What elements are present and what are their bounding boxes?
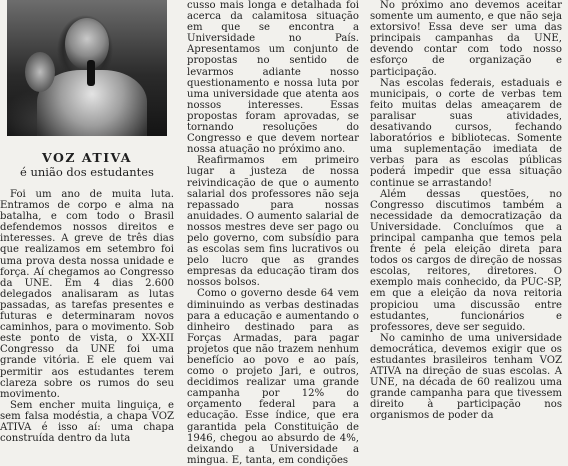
paragraph: Nas escolas federais, estaduais e municipais, o corte de verbas tem feito muitas delas ameaçarem de paralisar suas atividades, desativando cursos, fechando laboratórios e bibliotecas. Somente uma suplementação imediata de verbas para as escolas públicas poderá impedir que essa situação continue se arrastando! [370, 77, 562, 189]
paragraph: No caminho de uma universidade democrática, devemos exigir que os estudantes brasileiros tenham VOZ ATIVA na direção de suas escolas. A UNE, na década de 60 realizou uma grande campanha para que tivessem direito à participação nos organismos de poder da [370, 332, 562, 422]
paragraph: Foi um ano de muita luta. Entramos de corpo e alma na batalha, e com todo o Brasil defendemos nossos direitos e interesses. A greve de três dias que realizamos em setembro foi uma prova desta nossa unidade e força. Aí chegamos ao Congresso da UNE. Em 4 dias 2.600 delegados analisaram as lutas passadas, as tarefas presentes e futuras e determinaram novos caminhos, para o movimento. Sob este ponto de vista, o XX-XII Congresso da UNE foi uma grande vitória. E ele quem vai permitir aos estudantes terem clareza sobre os rumos do seu movimento. [0, 189, 174, 400]
article-subheadline: é união dos estudantes [20, 165, 154, 179]
paragraph: No próximo ano devemos aceitar somente um aumento, e que não seja extorsivo! Essa deve ser uma das principais campanhas da UNE, devendo contar com todo nosso esforço de organização e participação. [370, 0, 562, 78]
left-column [0, 0, 174, 444]
microphone-icon [87, 60, 95, 86]
photo-figure-hand [25, 52, 55, 92]
paragraph: Como o governo desde 64 vem diminuindo as verbas destinadas para a educação e aumentando o dinheiro destinado para as Forças Armadas, para pagar projetos que não trazem nenhum benefício ao povo e ao país, como o projeto Jari, e outros, decidimos realizar uma grande campanha por 12% do orçamento federal para a educação. Esse índice, que era garantida pela Constituição de 1946, chegou ao absurdo de 4%, deixando a Universidade a mingua. E, tanta, em condições [187, 288, 359, 466]
right-column [370, 0, 562, 422]
paragraph: Além dessas questões, no Congresso discutimos também a necessidade da democratização da Universidade. Concluímos que a principal campanha que temos pela frente é pela eleição direta para todos os cargos de direção de nossas escolas, reitores, diretores. O exemplo mais conhecido, da PUC-SP, em que a eleição da nova reitoria propiciou uma discussão entre estudantes, funcionários e professores, deve ser seguido. [370, 188, 562, 333]
paragraph: Reafirmamos em primeiro lugar a justeza de nossa reivindicação de que o aumento salarial dos professores não seja repassado para nossas anuidades. O aumento salarial de nossos mestres deve ser pago ou pelo governo, com subsídio para as escolas sem fins lucrativos ou pelo lucro que as grandes empresas da educação tiram dos nossos bolsos. [187, 155, 359, 289]
middle-column [187, 0, 359, 466]
column-1-body [0, 189, 174, 444]
paragraph: Sem encher muita linguiça, e sem falsa modéstia, a chapa VOZ ATIVA é isso aí: uma chapa construída dentro da luta [0, 399, 174, 445]
article-headline: VOZ ATIVA [42, 150, 132, 165]
speaker-photo [7, 0, 167, 136]
paragraph: cusso mais longa e detalhada foi acerca da calamitosa situação em que se encontra a Universidade no País. Apresentamos um conjunto de propostas no sentido de levarmos adiante nosso questionamento e nossa luta por uma universidade que atenta aos nossos interesses. Essas propostas foram aprovadas, se tornando resoluções do Congresso e que devem nortear nossa atuação no próximo ano. [187, 0, 359, 156]
